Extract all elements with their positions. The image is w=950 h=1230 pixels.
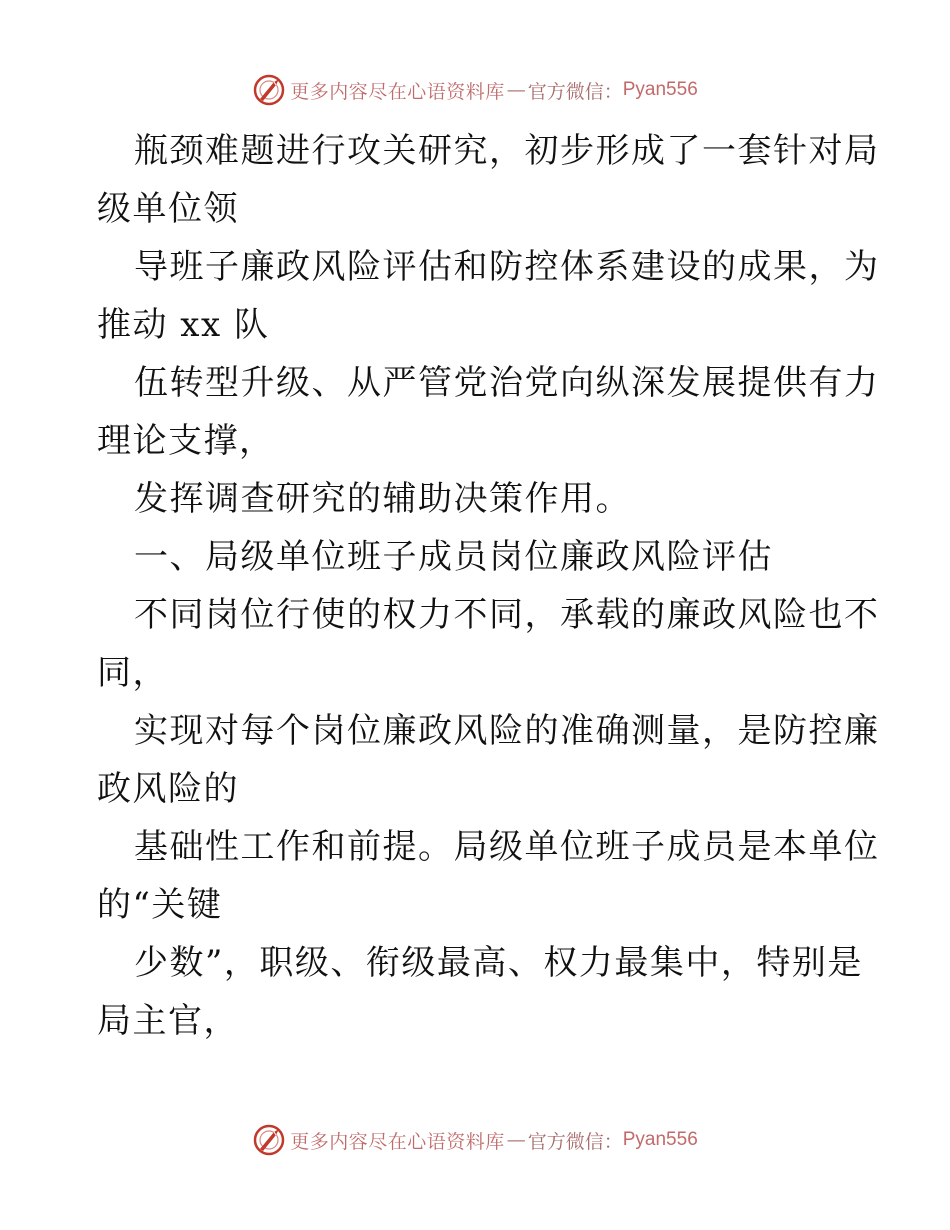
footer-banner (0, 1122, 950, 1158)
banner-wechat-label: 官方微信： (527, 1130, 623, 1153)
text-line: 同， (97, 653, 168, 693)
text-line: 实现对每个岗位廉政风险的准确测量，是防控廉 (134, 711, 880, 751)
text-line: 推动 xx 队 (97, 305, 270, 345)
document-body (97, 122, 880, 1050)
header-banner (0, 72, 950, 108)
banner-wechat-id: Pyan556 (622, 79, 698, 100)
text-line: 少数”，职级、衔级最高、权力最集中，特别是 (134, 943, 863, 983)
banner-dash: — (506, 1129, 526, 1151)
text-line: 伍转型升级、从严管党治党向纵深发展提供有力 (134, 363, 880, 403)
quill-pen-circle-icon (252, 73, 286, 107)
quill-pen-circle-icon (252, 1123, 286, 1157)
banner-text: 更多内容尽在心语资料库 (290, 80, 505, 103)
text-line: 不同岗位行使的权力不同，承载的廉政风险也不 (134, 595, 880, 635)
text-line: 瓶颈难题进行攻关研究，初步形成了一套针对局 (134, 131, 880, 171)
text-line: 级单位领 (97, 189, 239, 229)
text-line: 理论支撑， (97, 421, 275, 461)
text-line: 导班子廉政风险评估和防控体系建设的成果，为 (134, 247, 880, 287)
text-line: 基础性工作和前提。局级单位班子成员是本单位 (134, 827, 880, 867)
text-line: 发挥调查研究的辅助决策作用。 (134, 479, 631, 519)
banner-wechat-id: Pyan556 (622, 1129, 698, 1150)
banner-text: 更多内容尽在心语资料库 (290, 1130, 505, 1153)
banner-dash: — (506, 79, 526, 101)
text-line: 政风险的 (97, 769, 239, 809)
text-line: 的“关键 (97, 885, 223, 925)
banner-wechat-label: 官方微信： (527, 80, 623, 103)
text-line: 局主官， (97, 1001, 239, 1041)
section-heading: 一、局级单位班子成员岗位廉政风险评估 (134, 537, 773, 577)
